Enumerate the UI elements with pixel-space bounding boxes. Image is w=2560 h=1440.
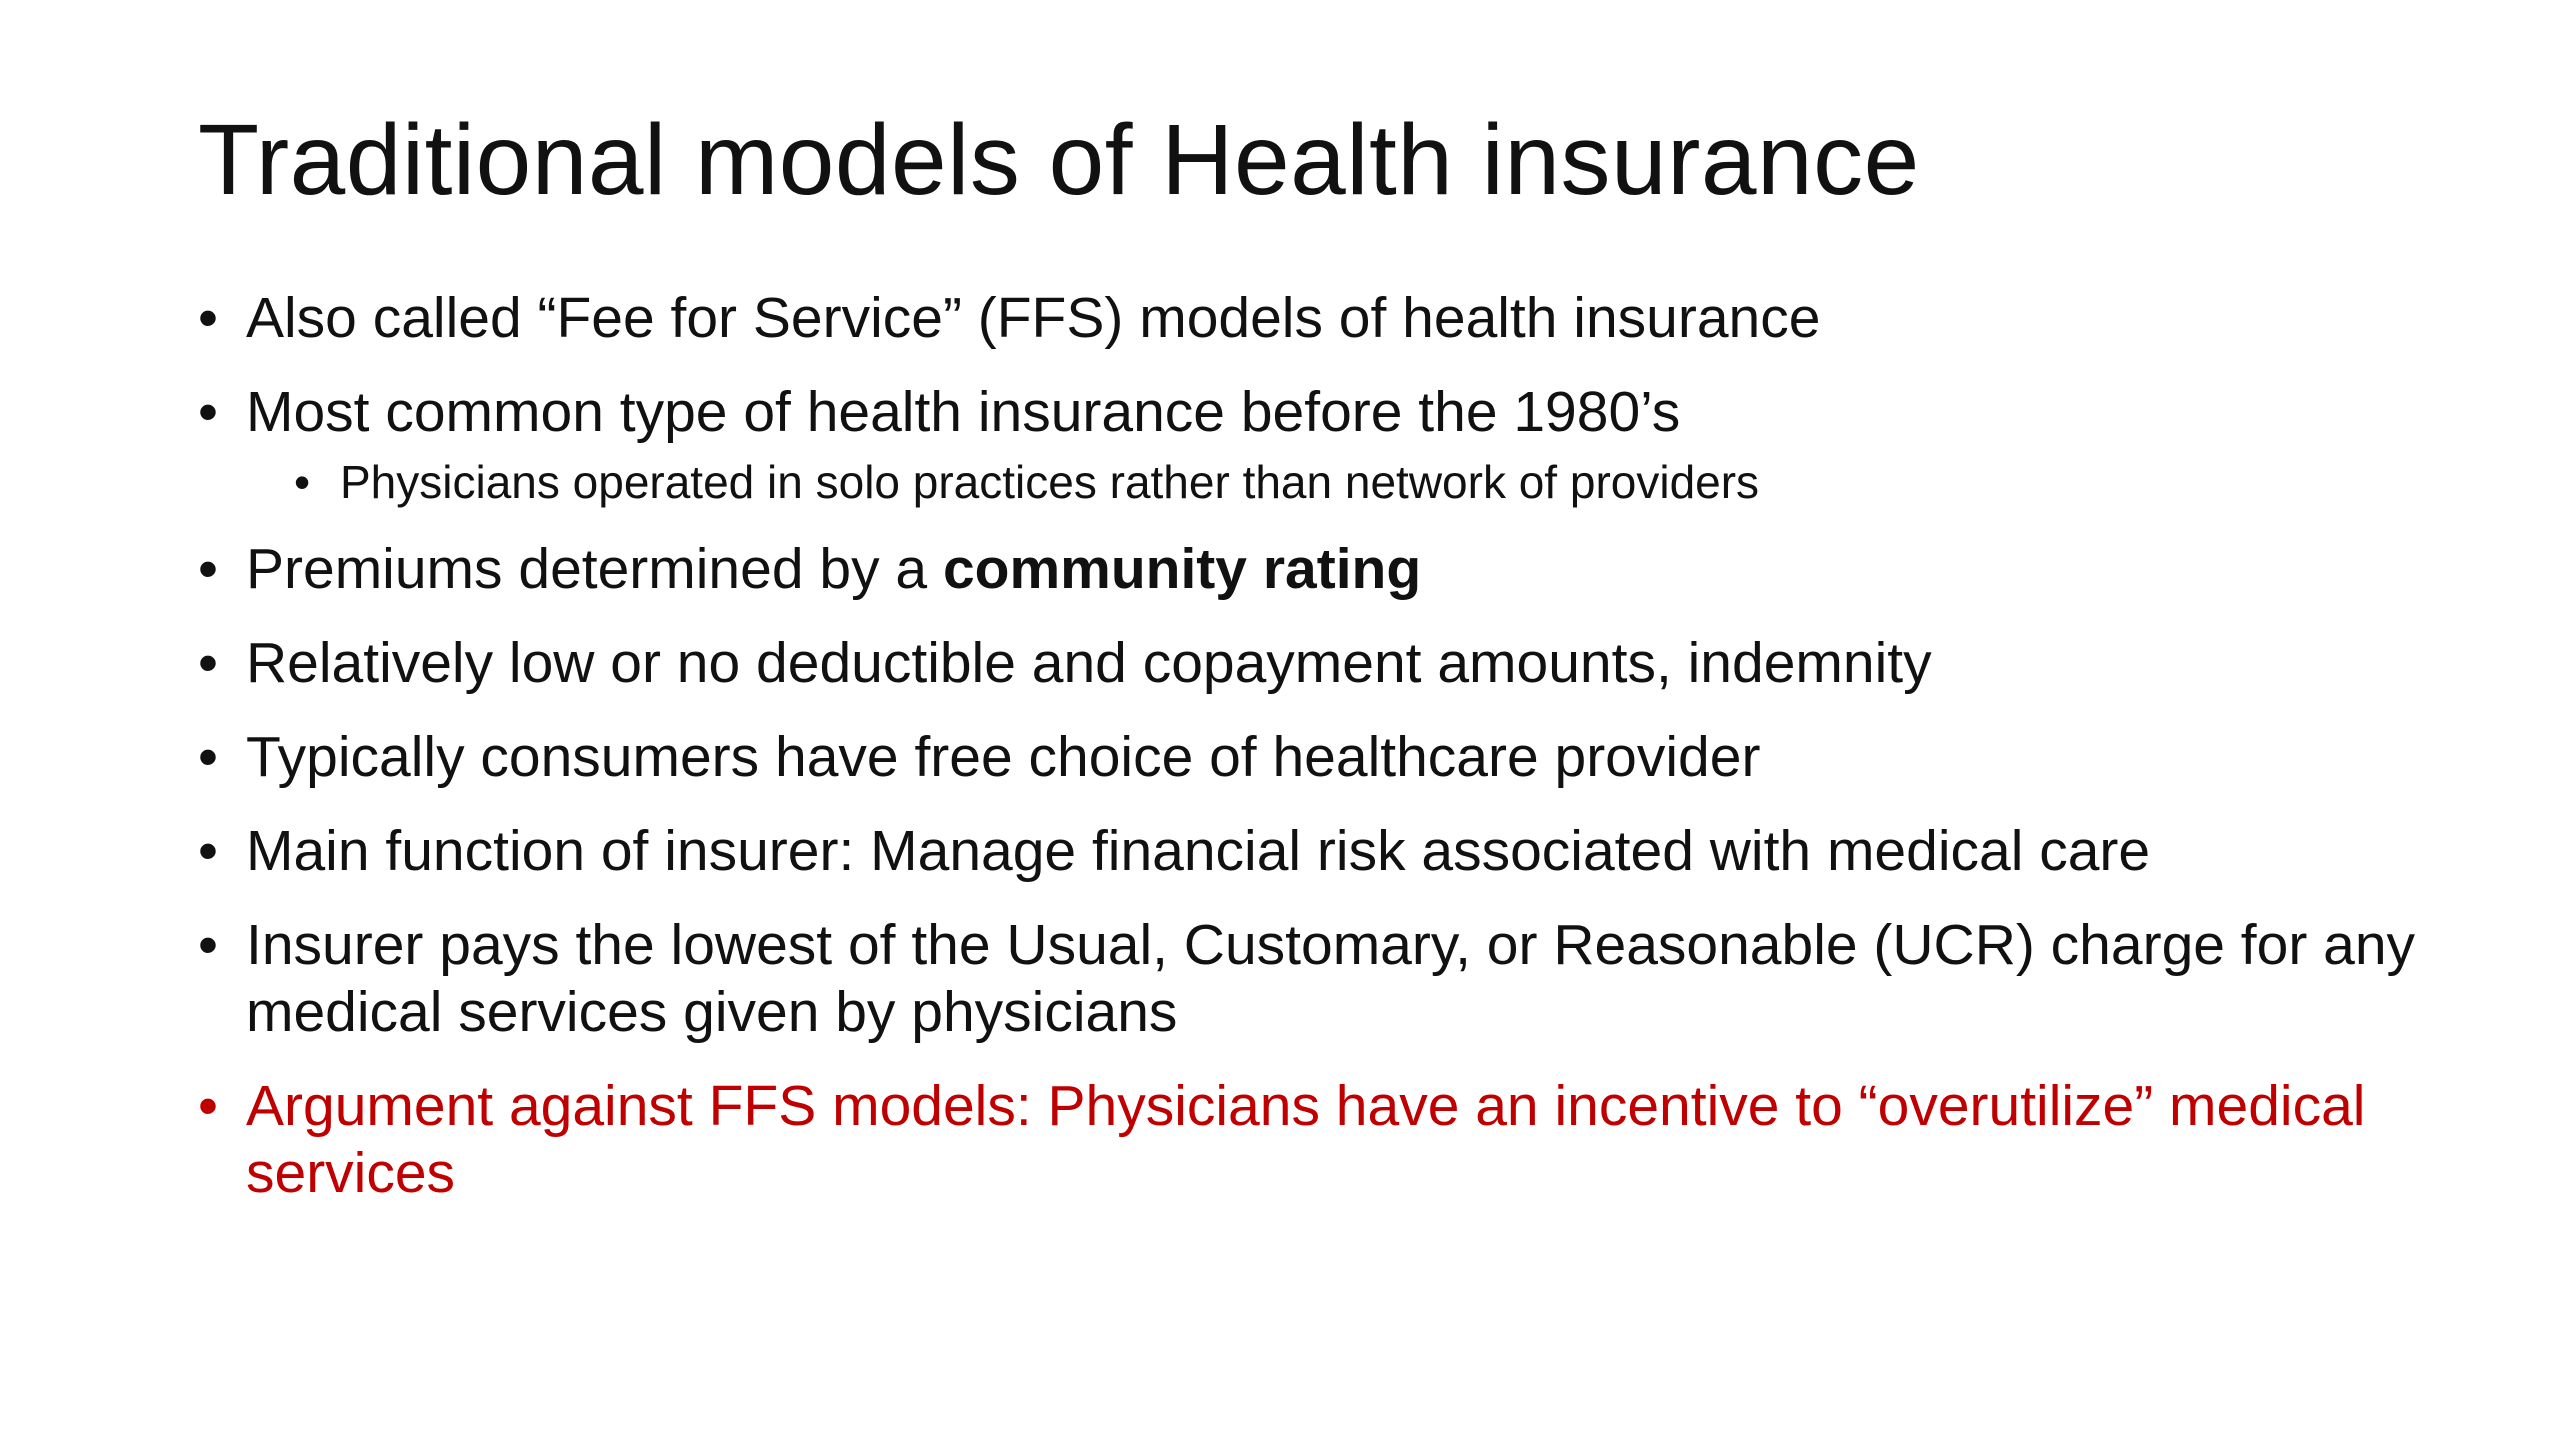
bullet-list <box>198 285 2418 1234</box>
bullet-item: • Relatively low or no deductible and copayment amounts, indemnity <box>198 630 2418 697</box>
bold-term: community rating <box>942 537 1422 601</box>
bullet-item: • Most common type of health insurance before the 1980’s <box>198 379 2418 446</box>
bullet-item-highlight: • Argument against FFS models: Physicians have an incentive to “overutilize” medical services <box>198 1073 2418 1207</box>
bullet-text: Premiums determined by a <box>246 537 943 601</box>
slide-title: Traditional models of Health insurance <box>198 104 1920 216</box>
bullet-item <box>198 536 2418 603</box>
sub-bullet-item: • Physicians operated in solo practices rather than network of providers <box>294 453 2418 511</box>
bullet-item: • Insurer pays the lowest of the Usual, Customary, or Reasonable (UCR) charge for any medical services given by physicians <box>198 912 2418 1046</box>
bullet-item: • Typically consumers have free choice of healthcare provider <box>198 724 2418 791</box>
bullet-item: • Also called “Fee for Service” (FFS) models of health insurance <box>198 285 2418 352</box>
bullet-item: • Main function of insurer: Manage financial risk associated with medical care <box>198 818 2418 885</box>
